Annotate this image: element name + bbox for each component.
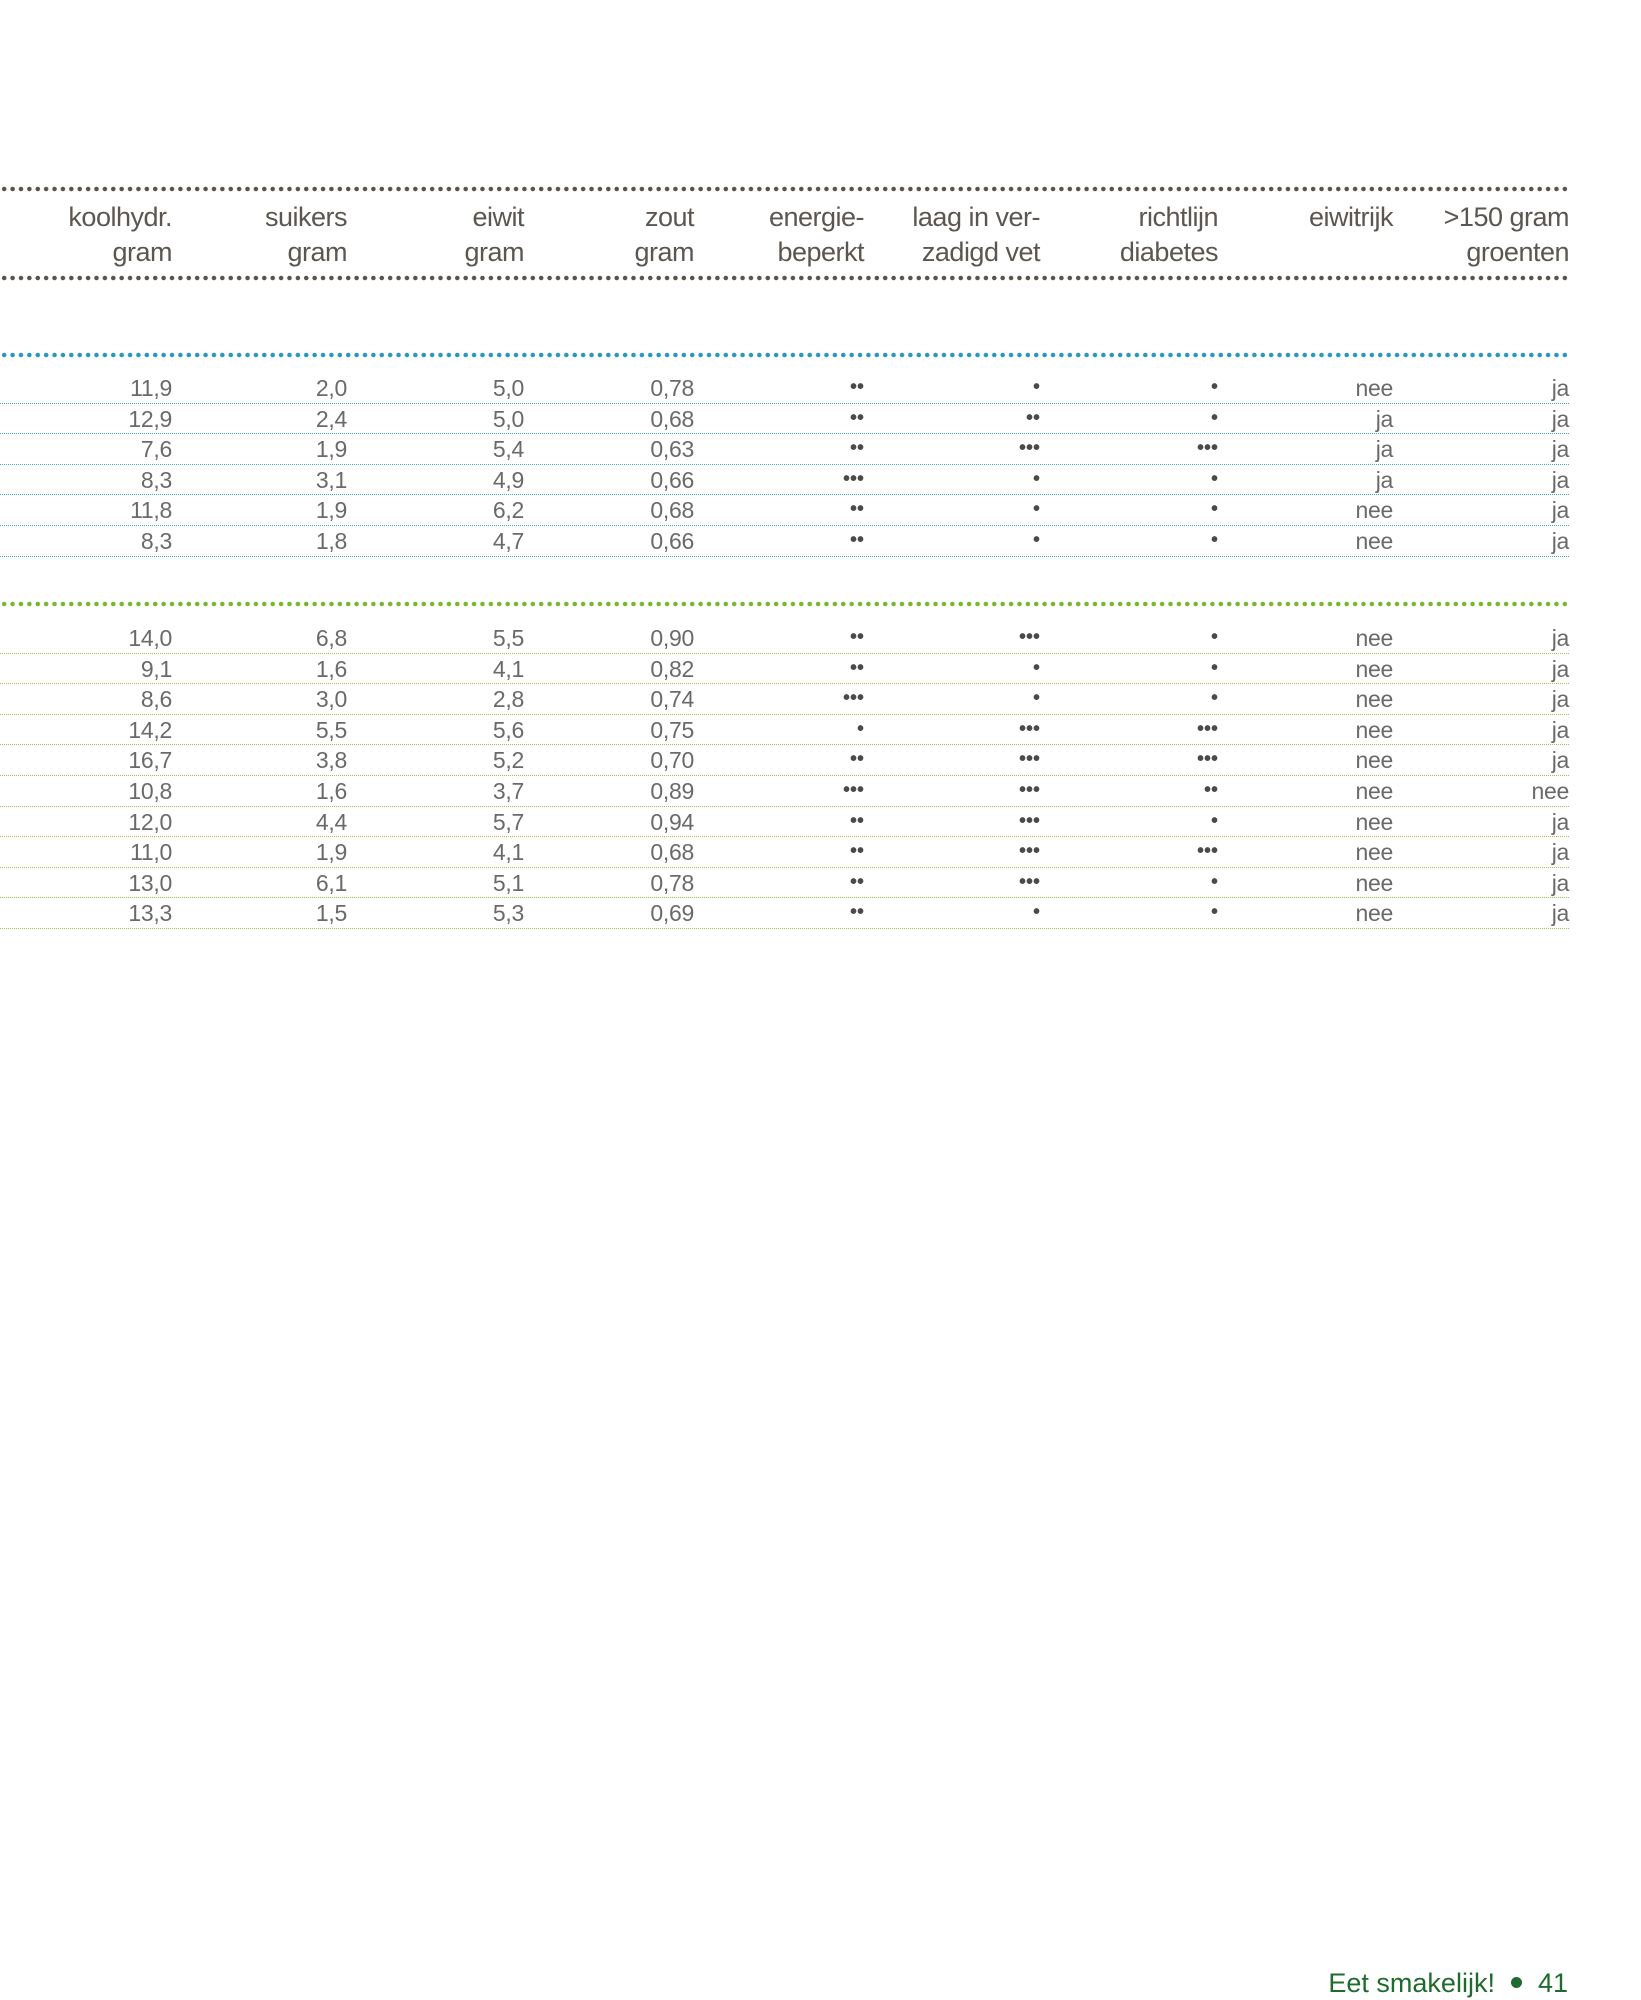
table-row xyxy=(0,373,1569,404)
table-cell: •• xyxy=(1025,406,1040,429)
table-cell: ja xyxy=(1375,466,1393,493)
table-cell: •• xyxy=(849,498,864,521)
table-cell: • xyxy=(1210,376,1218,398)
table-cell: nee xyxy=(1355,808,1393,835)
column-header-line1: laag in ver- xyxy=(912,202,1040,232)
table-cell: 5,3 xyxy=(492,900,524,927)
table-row xyxy=(0,807,1569,838)
row-separator xyxy=(0,556,1569,557)
table-cell: ••• xyxy=(1196,748,1218,771)
column-header-3 xyxy=(364,200,524,270)
table-cell: •• xyxy=(849,528,864,551)
table-cell: 0,78 xyxy=(650,869,694,896)
table-cell: 4,7 xyxy=(492,527,524,554)
table-cell: nee xyxy=(1355,655,1393,682)
column-header-line1: koolhydr. xyxy=(68,202,172,232)
table-cell: 7,6 xyxy=(140,436,172,463)
column-header-line2: gram xyxy=(634,237,694,267)
table-cell: •• xyxy=(849,437,864,460)
table-cell: ja xyxy=(1551,527,1569,554)
table-cell: 1,6 xyxy=(315,655,347,682)
table-cell: • xyxy=(1032,656,1040,679)
table-row xyxy=(0,715,1569,746)
table-cell: •• xyxy=(849,376,864,398)
table-cell: • xyxy=(1032,467,1040,490)
table-cell: 11,8 xyxy=(130,497,172,524)
table-cell: 0,68 xyxy=(650,497,694,524)
table-cell: 14,2 xyxy=(128,716,172,743)
column-header-1 xyxy=(2,200,172,270)
table-cell: 0,68 xyxy=(650,839,694,866)
table-cell: ja xyxy=(1551,655,1569,682)
table-cell: ••• xyxy=(1018,809,1040,832)
table-row xyxy=(0,495,1569,526)
table-cell: • xyxy=(1032,498,1040,521)
table-cell: ••• xyxy=(842,687,864,710)
table-row xyxy=(0,623,1569,654)
table-cell: nee xyxy=(1355,869,1393,896)
table-cell: nee xyxy=(1355,716,1393,743)
table-cell: nee xyxy=(1355,747,1393,774)
column-header-line2: gram xyxy=(287,237,347,267)
table-cell: ••• xyxy=(1196,840,1218,863)
table-cell: •• xyxy=(849,901,864,924)
table-cell: ja xyxy=(1551,405,1569,432)
table-cell: ja xyxy=(1551,497,1569,524)
table-cell: 13,0 xyxy=(128,869,172,896)
table-cell: ja xyxy=(1375,436,1393,463)
footer-bullet-icon xyxy=(1511,1977,1522,1988)
table-cell: •• xyxy=(849,406,864,429)
table-cell: 12,9 xyxy=(128,405,172,432)
column-header-line1: energie- xyxy=(768,202,864,232)
table-cell: 5,5 xyxy=(492,625,524,651)
table-cell: 1,6 xyxy=(315,777,347,804)
page-number: 41 xyxy=(1537,1968,1568,1998)
column-header-line1: richtlijn xyxy=(1138,202,1218,232)
group-green-rule xyxy=(0,601,1569,607)
column-header-9 xyxy=(1419,200,1569,270)
table-cell: • xyxy=(1032,901,1040,924)
column-header-line2: diabetes xyxy=(1119,237,1218,267)
table-row xyxy=(0,837,1569,868)
table-row xyxy=(0,745,1569,776)
table-cell: • xyxy=(1210,656,1218,679)
table-cell: ••• xyxy=(1196,437,1218,460)
table-cell: ja xyxy=(1551,716,1569,743)
table-cell: nee xyxy=(1531,777,1569,804)
column-header-line2: groenten xyxy=(1466,237,1569,267)
header-top-rule xyxy=(0,186,1569,192)
table-cell: • xyxy=(1210,901,1218,924)
table-cell: 0,66 xyxy=(650,527,694,554)
table-cell: •• xyxy=(849,840,864,863)
table-cell: 5,6 xyxy=(492,716,524,743)
table-cell: 0,90 xyxy=(650,625,694,651)
table-cell: • xyxy=(856,717,864,740)
table-cell: 1,8 xyxy=(315,527,347,554)
table-row xyxy=(0,868,1569,899)
row-separator xyxy=(0,928,1569,929)
table-cell: 0,82 xyxy=(650,655,694,682)
table-cell: ••• xyxy=(1018,870,1040,893)
table-row xyxy=(0,898,1569,929)
table-cell: 5,0 xyxy=(492,375,524,401)
column-header-line2: gram xyxy=(464,237,524,267)
table-cell: nee xyxy=(1355,375,1393,401)
column-header-5 xyxy=(694,200,864,270)
table-cell: • xyxy=(1210,870,1218,893)
table-cell: ••• xyxy=(1196,717,1218,740)
table-cell: • xyxy=(1210,687,1218,710)
table-cell: 0,63 xyxy=(650,436,694,463)
table-cell: •• xyxy=(849,809,864,832)
table-cell: 0,78 xyxy=(650,375,694,401)
table-cell: • xyxy=(1210,528,1218,551)
table-cell: ja xyxy=(1551,466,1569,493)
table-cell: 5,2 xyxy=(492,747,524,774)
table-cell: 11,0 xyxy=(130,839,172,866)
table-cell: 11,9 xyxy=(130,375,172,401)
table-cell: 1,9 xyxy=(315,839,347,866)
column-header-line1: >150 gram xyxy=(1443,202,1569,232)
column-header-line2: beperkt xyxy=(777,237,864,267)
table-group-2 xyxy=(0,623,1569,929)
column-header-2 xyxy=(187,200,347,270)
table-cell: 1,9 xyxy=(315,436,347,463)
table-cell: 5,0 xyxy=(492,405,524,432)
table-cell: 3,8 xyxy=(315,747,347,774)
table-cell: 14,0 xyxy=(128,625,172,651)
table-cell: nee xyxy=(1355,686,1393,713)
table-cell: ja xyxy=(1551,375,1569,401)
table-cell: • xyxy=(1210,406,1218,429)
table-cell: ja xyxy=(1551,436,1569,463)
table-cell: •• xyxy=(849,748,864,771)
column-header-7 xyxy=(1048,200,1218,270)
table-cell: ••• xyxy=(1018,778,1040,801)
table-cell: 8,3 xyxy=(140,466,172,493)
table-cell: ja xyxy=(1551,900,1569,927)
table-row xyxy=(0,465,1569,496)
table-cell: 2,4 xyxy=(315,405,347,432)
table-cell: 4,1 xyxy=(492,839,524,866)
table-cell: • xyxy=(1210,626,1218,648)
group-blue-rule xyxy=(0,352,1569,358)
column-header-line2: zadigd vet xyxy=(921,237,1040,267)
column-header-6 xyxy=(870,200,1040,270)
column-header-line1: suikers xyxy=(264,202,347,232)
table-cell: •• xyxy=(1203,778,1218,801)
column-header-4 xyxy=(534,200,694,270)
column-header-line1: eiwit xyxy=(472,202,524,232)
table-cell: 6,8 xyxy=(315,625,347,651)
table-cell: 4,1 xyxy=(492,655,524,682)
table-cell: 4,4 xyxy=(315,808,347,835)
table-cell: 3,1 xyxy=(315,466,347,493)
table-cell: 0,74 xyxy=(650,686,694,713)
table-cell: 0,94 xyxy=(650,808,694,835)
table-cell: 1,5 xyxy=(315,900,347,927)
table-header xyxy=(0,200,1569,274)
table-cell: nee xyxy=(1355,900,1393,927)
table-cell: ••• xyxy=(1018,840,1040,863)
table-cell: 5,1 xyxy=(492,869,524,896)
table-cell: •• xyxy=(849,656,864,679)
table-cell: ••• xyxy=(1018,748,1040,771)
table-cell: • xyxy=(1210,467,1218,490)
table-cell: 0,70 xyxy=(650,747,694,774)
table-row xyxy=(0,404,1569,435)
table-cell: ja xyxy=(1375,405,1393,432)
table-cell: ja xyxy=(1551,747,1569,774)
table-cell: 6,1 xyxy=(315,869,347,896)
table-cell: ja xyxy=(1551,686,1569,713)
table-cell: 3,7 xyxy=(492,777,524,804)
table-cell: ••• xyxy=(1018,717,1040,740)
table-cell: ••• xyxy=(1018,437,1040,460)
header-bottom-rule xyxy=(0,275,1569,281)
table-cell: 5,7 xyxy=(492,808,524,835)
table-cell: 4,9 xyxy=(492,466,524,493)
table-row xyxy=(0,776,1569,807)
table-cell: 2,8 xyxy=(492,686,524,713)
table-row xyxy=(0,434,1569,465)
table-cell: 12,0 xyxy=(128,808,172,835)
table-cell: nee xyxy=(1355,625,1393,651)
table-cell: 13,3 xyxy=(128,900,172,927)
table-cell: 8,3 xyxy=(140,527,172,554)
table-cell: 9,1 xyxy=(140,655,172,682)
table-cell: 6,2 xyxy=(492,497,524,524)
table-row xyxy=(0,654,1569,685)
table-cell: 0,69 xyxy=(650,900,694,927)
table-cell: 0,89 xyxy=(650,777,694,804)
footer-text: Eet smakelijk! xyxy=(1328,1968,1495,1998)
table-cell: ja xyxy=(1551,625,1569,651)
table-cell: • xyxy=(1210,809,1218,832)
table-cell: • xyxy=(1210,498,1218,521)
table-cell: ••• xyxy=(842,467,864,490)
column-header-line2: gram xyxy=(112,237,172,267)
column-header-8 xyxy=(1233,200,1393,235)
table-cell: ja xyxy=(1551,869,1569,896)
table-cell: 10,8 xyxy=(128,777,172,804)
table-cell: •• xyxy=(849,626,864,648)
table-cell: 5,4 xyxy=(492,436,524,463)
table-cell: 16,7 xyxy=(128,747,172,774)
table-group-1 xyxy=(0,373,1569,557)
table-cell: nee xyxy=(1355,839,1393,866)
table-cell: 1,9 xyxy=(315,497,347,524)
table-cell: • xyxy=(1032,687,1040,710)
table-cell: 0,66 xyxy=(650,466,694,493)
table-cell: • xyxy=(1032,376,1040,398)
column-header-line1: eiwitrijk xyxy=(1308,202,1393,232)
table-cell: nee xyxy=(1355,777,1393,804)
column-header-line1: zout xyxy=(644,202,694,232)
table-cell: •• xyxy=(849,870,864,893)
table-cell: 3,0 xyxy=(315,686,347,713)
table-cell: • xyxy=(1032,528,1040,551)
table-row xyxy=(0,526,1569,557)
table-cell: 8,6 xyxy=(140,686,172,713)
table-cell: ••• xyxy=(1018,626,1040,648)
table-cell: ••• xyxy=(842,778,864,801)
table-cell: ja xyxy=(1551,839,1569,866)
table-cell: nee xyxy=(1355,497,1393,524)
table-row xyxy=(0,684,1569,715)
table-cell: ja xyxy=(1551,808,1569,835)
table-cell: nee xyxy=(1355,527,1393,554)
table-cell: 0,75 xyxy=(650,716,694,743)
table-cell: 0,68 xyxy=(650,405,694,432)
page-footer xyxy=(1328,1968,1568,1999)
table-cell: 2,0 xyxy=(315,375,347,401)
table-cell: 5,5 xyxy=(315,716,347,743)
